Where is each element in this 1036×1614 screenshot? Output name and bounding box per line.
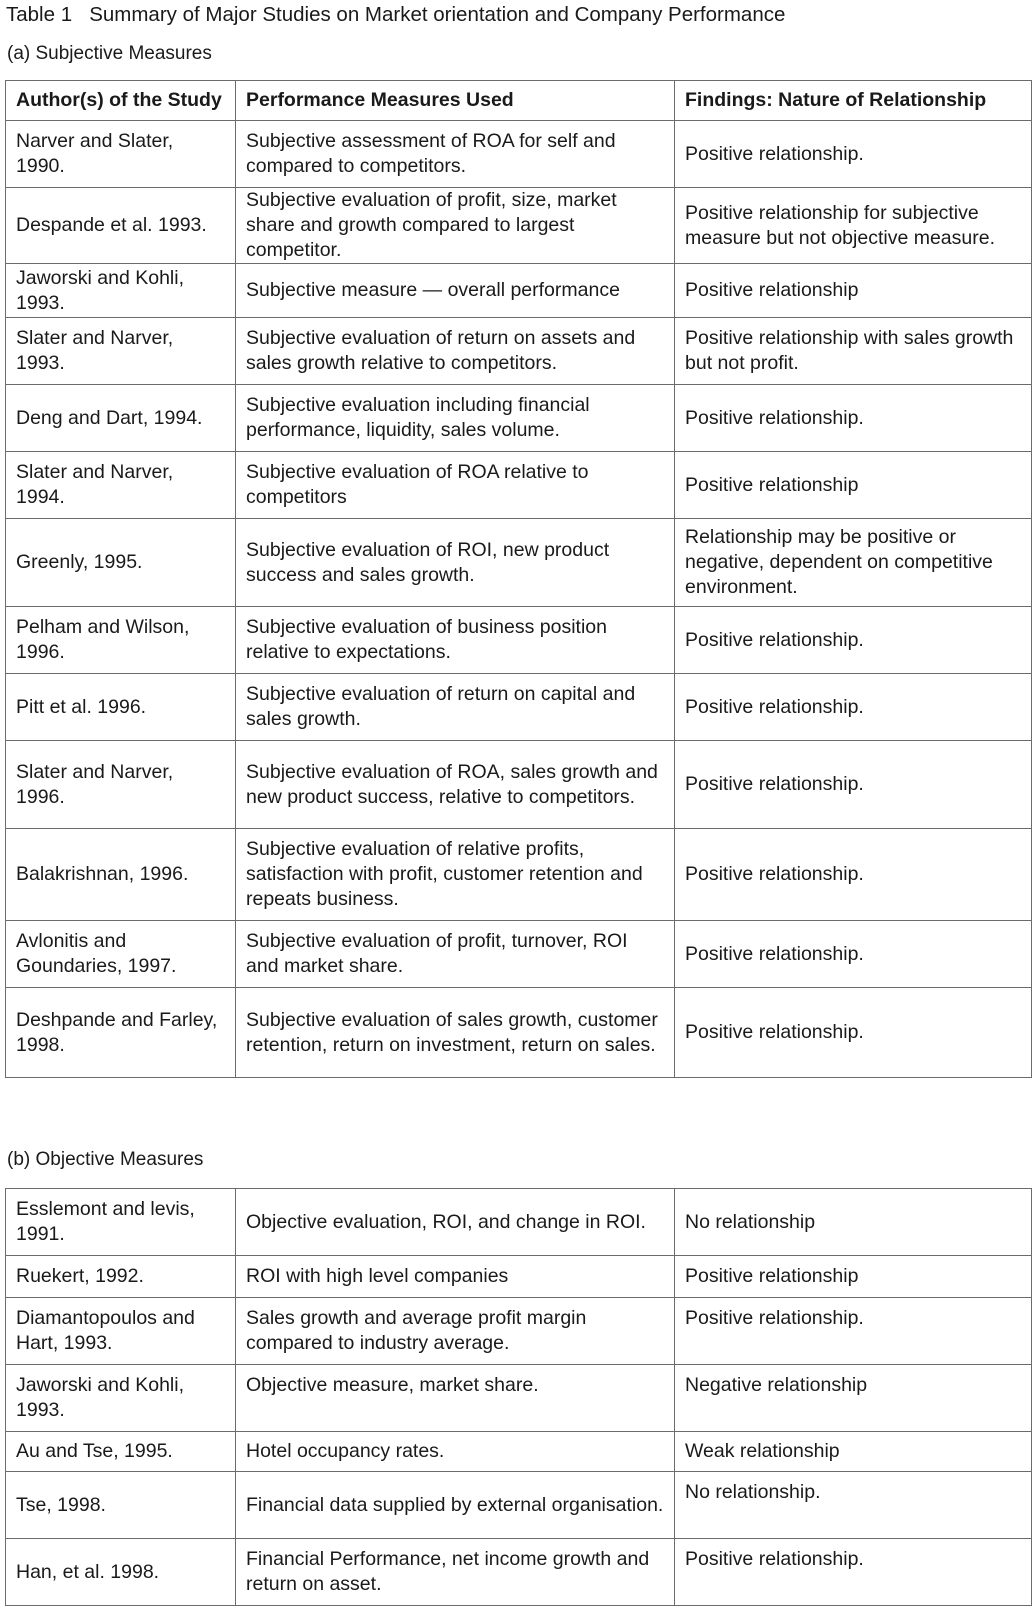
table-row: [6, 1432, 1032, 1472]
findings-cell: Positive relationship.: [675, 921, 1032, 988]
findings-cell: Negative relationship: [675, 1365, 1032, 1432]
findings-cell: No relationship: [675, 1189, 1032, 1256]
table-row: [6, 607, 1032, 674]
author-cell: Deshpande and Farley, 1998.: [6, 988, 236, 1078]
subjective-measures-table: [5, 80, 1032, 1078]
column-header-author: Author(s) of the Study: [6, 81, 236, 121]
author-cell: Jaworski and Kohli, 1993.: [6, 1365, 236, 1432]
findings-cell: Positive relationship: [675, 452, 1032, 519]
measures-cell: Subjective evaluation including financial performance, liquidity, sales volume.: [236, 385, 675, 452]
measures-cell: Subjective evaluation of business position relative to expectations.: [236, 607, 675, 674]
table-row: [6, 188, 1032, 264]
column-header-measures: Performance Measures Used: [236, 81, 675, 121]
measures-cell: ROI with high level companies: [236, 1256, 675, 1298]
author-cell: Slater and Narver, 1994.: [6, 452, 236, 519]
table-row: [6, 829, 1032, 921]
findings-cell: Positive relationship with sales growth but not profit.: [675, 318, 1032, 385]
measures-cell: Subjective assessment of ROA for self and compared to competitors.: [236, 121, 675, 188]
measures-cell: Objective measure, market share.: [236, 1365, 675, 1432]
findings-cell: Positive relationship.: [675, 1539, 1032, 1606]
findings-cell: Positive relationship.: [675, 829, 1032, 921]
author-cell: Tse, 1998.: [6, 1472, 236, 1539]
findings-cell: No relationship.: [675, 1472, 1032, 1539]
table-row: [6, 318, 1032, 385]
measures-cell: Subjective evaluation of sales growth, customer retention, return on investment, return on sales.: [236, 988, 675, 1078]
table-row: [6, 121, 1032, 188]
measures-cell: Subjective measure — overall performance: [236, 264, 675, 318]
findings-cell: Positive relationship.: [675, 988, 1032, 1078]
findings-cell: Positive relationship.: [675, 674, 1032, 741]
table-row: [6, 921, 1032, 988]
measures-cell: Subjective evaluation of return on capital and sales growth.: [236, 674, 675, 741]
author-cell: Avlonitis and Goundaries, 1997.: [6, 921, 236, 988]
table-row: [6, 385, 1032, 452]
findings-cell: Positive relationship: [675, 264, 1032, 318]
author-cell: Pelham and Wilson, 1996.: [6, 607, 236, 674]
measures-cell: Sales growth and average profit margin compared to industry average.: [236, 1298, 675, 1365]
table-title: Summary of Major Studies on Market orientation and Company Performance: [89, 3, 786, 26]
objective-table-body: [6, 1189, 1032, 1606]
author-cell: Au and Tse, 1995.: [6, 1432, 236, 1472]
findings-cell: Weak relationship: [675, 1432, 1032, 1472]
author-cell: Greenly, 1995.: [6, 519, 236, 607]
column-header-findings: Findings: Nature of Relationship: [675, 81, 1032, 121]
findings-cell: Positive relationship.: [675, 741, 1032, 829]
table-row: [6, 674, 1032, 741]
section-b-title: (b) Objective Measures: [7, 1149, 204, 1170]
findings-cell: Positive relationship for subjective measure but not objective measure.: [675, 188, 1032, 264]
measures-cell: Subjective evaluation of profit, turnover, ROI and market share.: [236, 921, 675, 988]
measures-cell: Subjective evaluation of ROI, new product success and sales growth.: [236, 519, 675, 607]
findings-cell: Relationship may be positive or negative, dependent on competitive environment.: [675, 519, 1032, 607]
author-cell: Slater and Narver, 1996.: [6, 741, 236, 829]
findings-cell: Positive relationship: [675, 1256, 1032, 1298]
table-caption: [6, 3, 785, 27]
author-cell: Esslemont and levis, 1991.: [6, 1189, 236, 1256]
author-cell: Ruekert, 1992.: [6, 1256, 236, 1298]
table-row: [6, 1189, 1032, 1256]
findings-cell: Positive relationship.: [675, 385, 1032, 452]
table-row: [6, 519, 1032, 607]
findings-cell: Positive relationship.: [675, 121, 1032, 188]
author-cell: Despande et al. 1993.: [6, 188, 236, 264]
objective-measures-table: [5, 1188, 1032, 1606]
table-row: [6, 1365, 1032, 1432]
findings-cell: Positive relationship.: [675, 1298, 1032, 1365]
table-number: Table 1: [6, 3, 73, 26]
table-row: [6, 1539, 1032, 1606]
table-row: [6, 1472, 1032, 1539]
author-cell: Narver and Slater, 1990.: [6, 121, 236, 188]
author-cell: Balakrishnan, 1996.: [6, 829, 236, 921]
table-row: [6, 264, 1032, 318]
author-cell: Jaworski and Kohli, 1993.: [6, 264, 236, 318]
measures-cell: Subjective evaluation of profit, size, market share and growth compared to largest competitor.: [236, 188, 675, 264]
table-row: [6, 741, 1032, 829]
subjective-table-body: [6, 121, 1032, 1078]
author-cell: Slater and Narver, 1993.: [6, 318, 236, 385]
table-row: [6, 1298, 1032, 1365]
findings-cell: Positive relationship.: [675, 607, 1032, 674]
author-cell: Han, et al. 1998.: [6, 1539, 236, 1606]
header-row: [6, 81, 1032, 121]
section-a-title: (a) Subjective Measures: [7, 43, 212, 64]
author-cell: Pitt et al. 1996.: [6, 674, 236, 741]
author-cell: Diamantopoulos and Hart, 1993.: [6, 1298, 236, 1365]
table-row: [6, 452, 1032, 519]
measures-cell: Objective evaluation, ROI, and change in ROI.: [236, 1189, 675, 1256]
measures-cell: Hotel occupancy rates.: [236, 1432, 675, 1472]
author-cell: Deng and Dart, 1994.: [6, 385, 236, 452]
table-row: [6, 1256, 1032, 1298]
measures-cell: Subjective evaluation of relative profits, satisfaction with profit, customer retention and repeats business.: [236, 829, 675, 921]
measures-cell: Financial Performance, net income growth and return on asset.: [236, 1539, 675, 1606]
measures-cell: Subjective evaluation of ROA relative to competitors: [236, 452, 675, 519]
table-row: [6, 988, 1032, 1078]
measures-cell: Subjective evaluation of ROA, sales growth and new product success, relative to competitors.: [236, 741, 675, 829]
measures-cell: Subjective evaluation of return on assets and sales growth relative to competitors.: [236, 318, 675, 385]
measures-cell: Financial data supplied by external organisation.: [236, 1472, 675, 1539]
